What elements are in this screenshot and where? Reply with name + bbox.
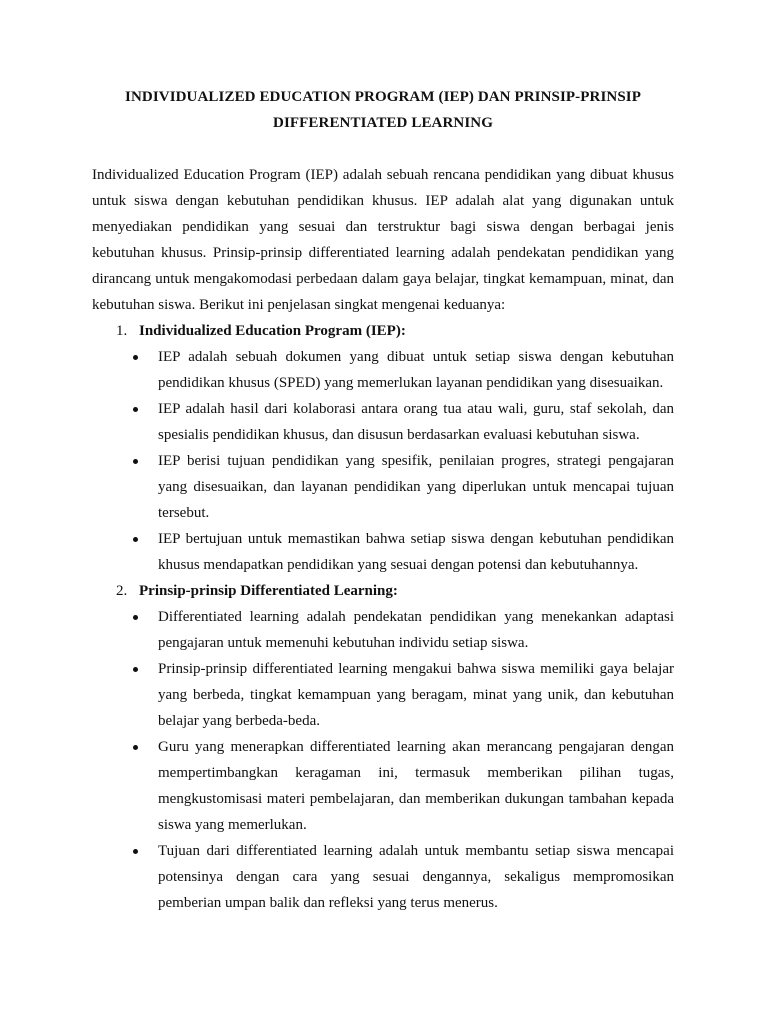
- document-title: [92, 84, 674, 136]
- section-title: Prinsip-prinsip Differentiated Learning:: [139, 583, 398, 599]
- list-item: [92, 396, 674, 448]
- bullet-icon: [133, 615, 138, 620]
- list-item: [92, 656, 674, 734]
- list-item-text: IEP berisi tujuan pendidikan yang spesifik, penilaian progres, strategi pengajaran yang disesuaikan, dan layanan pendidikan yang diperlukan untuk mencapai tujuan tersebut.: [158, 453, 674, 521]
- section-title: Individualized Education Program (IEP):: [139, 323, 406, 339]
- bullet-list: [92, 344, 674, 578]
- list-item-text: IEP adalah hasil dari kolaborasi antara orang tua atau wali, guru, staf sekolah, dan spesialis pendidikan khusus, dan disusun berdasarkan evaluasi kebutuhan siswa.: [158, 401, 674, 443]
- bullet-icon: [133, 537, 138, 542]
- bullet-icon: [133, 745, 138, 750]
- list-item-text: IEP adalah sebuah dokumen yang dibuat untuk setiap siswa dengan kebutuhan pendidikan khusus (SPED) yang memerlukan layanan pendidikan yang disesuaikan.: [158, 349, 674, 391]
- section-number: 2.: [116, 583, 128, 599]
- list-item-text: Prinsip-prinsip differentiated learning mengakui bahwa siswa memiliki gaya belajar yang berbeda, tingkat kemampuan yang beragam, minat yang unik, dan kebutuhan belajar yang berbeda-beda.: [158, 661, 674, 729]
- section-differentiated-learning: [92, 578, 674, 916]
- list-item-text: Tujuan dari differentiated learning adalah untuk membantu setiap siswa mencapai potensinya dengan cara yang sesuai dengannya, sekaligus mempromosikan pemberian umpan balik dan refleksi yang terus menerus.: [158, 843, 674, 911]
- list-item: [92, 734, 674, 838]
- section-heading: [92, 318, 674, 344]
- list-item: [92, 344, 674, 396]
- list-item-text: Differentiated learning adalah pendekatan pendidikan yang menekankan adaptasi pengajaran untuk memenuhi kebutuhan individu setiap siswa.: [158, 609, 674, 651]
- bullet-list: [92, 604, 674, 916]
- list-item: [92, 604, 674, 656]
- title-line-1: INDIVIDUALIZED EDUCATION PROGRAM (IEP) DAN PRINSIP-PRINSIP: [125, 89, 641, 105]
- list-item: [92, 838, 674, 916]
- bullet-icon: [133, 355, 138, 360]
- bullet-icon: [133, 849, 138, 854]
- list-item-text: Guru yang menerapkan differentiated learning akan merancang pengajaran dengan mempertimbangkan keragaman ini, termasuk memberikan pilihan tugas, mengkustomisasi materi pembelajaran, dan memberikan dukungan tambahan kepada siswa yang memerlukan.: [158, 739, 674, 833]
- section-heading: [92, 578, 674, 604]
- title-line-2: DIFFERENTIATED LEARNING: [273, 115, 493, 131]
- list-item-text: IEP bertujuan untuk memastikan bahwa setiap siswa dengan kebutuhan pendidikan khusus mendapatkan pendidikan yang sesuai dengan potensi dan kebutuhannya.: [158, 531, 674, 573]
- section-number: 1.: [116, 323, 128, 339]
- bullet-icon: [133, 459, 138, 464]
- intro-paragraph: Individualized Education Program (IEP) adalah sebuah rencana pendidikan yang dibuat khusus untuk siswa dengan kebutuhan pendidikan khusus. IEP adalah alat yang digunakan untuk menyediakan pendidikan yang sesuai dan terstruktur bagi siswa dengan berbagai jenis kebutuhan khusus. Prinsip-prinsip differentiated learning adalah pendekatan pendidikan yang dirancang untuk mengakomodasi perbedaan dalam gaya belajar, tingkat kemampuan, minat, dan kebutuhan siswa. Berikut ini penjelasan singkat mengenai keduanya:: [92, 167, 674, 313]
- list-item: [92, 526, 674, 578]
- section-iep: [92, 318, 674, 578]
- bullet-icon: [133, 407, 138, 412]
- list-item: [92, 448, 674, 526]
- bullet-icon: [133, 667, 138, 672]
